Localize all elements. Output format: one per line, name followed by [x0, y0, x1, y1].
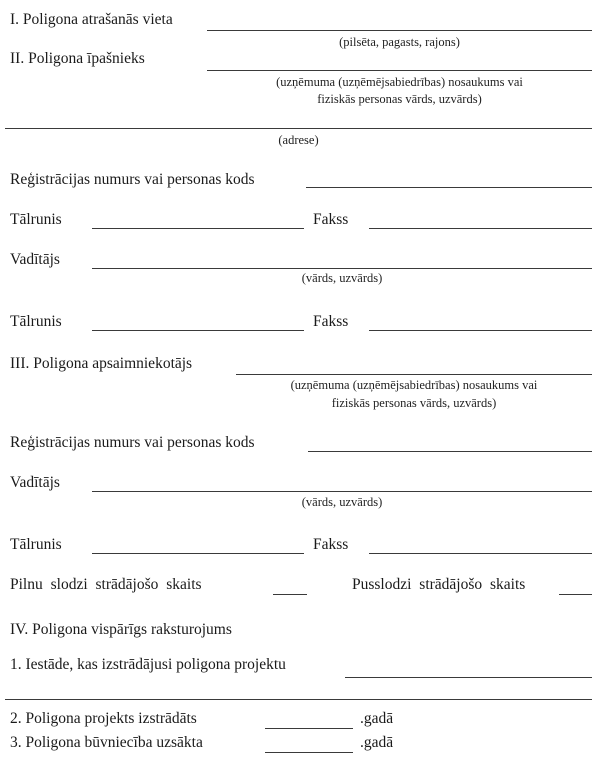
owner-label: II. Poligona īpašnieks — [10, 50, 145, 67]
operator-phone-label: Tālrunis — [10, 536, 62, 553]
location-label: I. Poligona atrašanās vieta — [10, 11, 173, 28]
owner-address-field[interactable] — [5, 128, 592, 129]
owner-address-hint: (adrese) — [278, 133, 319, 147]
owner-name-field[interactable] — [207, 70, 592, 71]
construction-year-suffix: .gadā — [360, 734, 394, 751]
owner-phone2-label: Tālrunis — [10, 313, 62, 330]
owner-hint-line2: fiziskās personas vārds, uzvārds) — [317, 92, 482, 106]
owner-manager-field[interactable] — [92, 268, 592, 269]
owner-phone-field[interactable] — [92, 228, 304, 229]
owner-manager-label: Vadītājs — [10, 251, 60, 268]
project-year-label: 2. Poligona projekts izstrādāts — [10, 710, 197, 727]
project-year-field[interactable] — [265, 728, 353, 729]
operator-hint-line1: (uzņēmuma (uzņēmējsabiedrības) nosaukums vai — [290, 378, 538, 392]
operator-reg-field[interactable] — [308, 451, 592, 452]
owner-reg-field[interactable] — [306, 187, 592, 188]
operator-manager-field[interactable] — [92, 491, 592, 492]
parttime-count-field[interactable] — [559, 594, 592, 595]
construction-year-label: 3. Poligona būvniecība uzsākta — [10, 734, 203, 751]
operator-fax-label: Fakss — [313, 536, 349, 553]
operator-label: III. Poligona apsaimniekotājs — [10, 355, 193, 372]
owner-hint-line1: (uzņēmuma (uzņēmējsabiedrības) nosaukums vai — [276, 75, 523, 89]
owner-fax-label: Fakss — [313, 211, 349, 228]
operator-name-field[interactable] — [236, 374, 592, 375]
operator-phone-field[interactable] — [92, 553, 304, 554]
project-developer-field[interactable] — [345, 677, 592, 678]
operator-reg-label: Reģistrācijas numurs vai personas kods — [10, 434, 255, 451]
construction-year-field[interactable] — [265, 752, 353, 753]
parttime-count-label: Pusslodzi strādājošo skaits — [352, 576, 526, 593]
operator-manager-label: Vadītājs — [10, 474, 60, 491]
owner-fax2-field[interactable] — [369, 330, 592, 331]
general-description-heading: IV. Poligona vispārīgs raksturojums — [10, 621, 232, 638]
location-hint: (pilsēta, pagasts, rajons) — [339, 35, 460, 49]
fulltime-count-label: Pilnu slodzi strādājošo skaits — [10, 576, 202, 593]
owner-manager-hint: (vārds, uzvārds) — [301, 271, 383, 285]
owner-phone-label: Tālrunis — [10, 211, 62, 228]
operator-fax-field[interactable] — [369, 553, 592, 554]
project-developer-label: 1. Iestāde, kas izstrādājusi poligona projektu — [10, 656, 286, 673]
project-developer-field-cont[interactable] — [5, 699, 592, 700]
owner-fax-field[interactable] — [369, 228, 592, 229]
owner-phone2-field[interactable] — [92, 330, 304, 331]
owner-reg-label: Reģistrācijas numurs vai personas kods — [10, 171, 255, 188]
operator-manager-hint: (vārds, uzvārds) — [301, 495, 383, 509]
location-field[interactable] — [207, 30, 592, 31]
operator-hint-line2: fiziskās personas vārds, uzvārds) — [331, 396, 497, 410]
owner-fax2-label: Fakss — [313, 313, 349, 330]
project-year-suffix: .gadā — [360, 710, 394, 727]
fulltime-count-field[interactable] — [273, 594, 307, 595]
